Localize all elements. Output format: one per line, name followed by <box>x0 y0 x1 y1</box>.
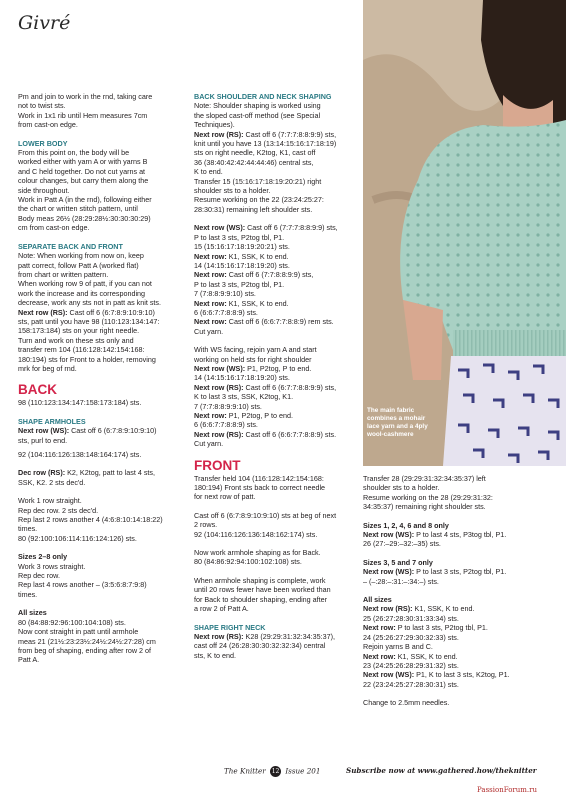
text-line: cm from cast-on edge. <box>18 223 90 233</box>
text-line: 6 (6:6:7:7:8:8:9) sts. <box>194 307 258 317</box>
text-line: Rep dec row. <box>18 571 60 581</box>
text-line: 180:194) Front sts back to correct needle <box>194 483 326 493</box>
text-line: Pm and join to work in the rnd, taking care <box>18 92 153 101</box>
text-line: sts, K to end. <box>194 650 236 660</box>
text-line: SSK, K2. 2 sts dec'd. <box>18 477 86 487</box>
instruction-row <box>194 632 360 641</box>
issue-number: Issue 201 <box>285 766 321 776</box>
row-label: Next row: <box>194 411 227 420</box>
text-line: Resume working on the 28 (29:29:31:32: <box>363 492 493 502</box>
text-line: meas 21 (21½:23:23½:24½:24½:27:28) cm <box>18 636 156 646</box>
text-line: from beg of shaping, ending after row 2 of <box>18 645 152 655</box>
text-line: until 20 rows fewer have been worked than <box>194 585 331 595</box>
sweater-illustration <box>363 0 566 466</box>
instruction-row <box>18 426 190 435</box>
row-label: Next row (WS): <box>363 530 415 540</box>
instruction-row <box>194 252 360 261</box>
instruction-row <box>194 130 360 139</box>
instruction-row <box>18 468 190 477</box>
instruction-row <box>363 567 559 576</box>
text-line: 14 (14:15:16:17:18:19:20) sts. <box>194 260 290 270</box>
text-line: the sloped cast-off method (see Special <box>194 110 321 120</box>
text-line: Transfer held 104 (116:128:142:154:168: <box>194 473 324 483</box>
text-line: Cut yarn. <box>194 326 224 336</box>
text-line: Rejoin yarns B and C. <box>363 642 433 652</box>
instruction-row <box>194 299 360 308</box>
row-label: Next row (WS): <box>194 363 246 373</box>
text-line: Work 1 row straight. <box>18 496 82 506</box>
text-line: Rep last 2 rows another 4 (4:6:8:10:14:18:22) <box>18 515 163 525</box>
row-text: P1, P2tog, P to end. <box>226 411 293 420</box>
text-line: 180:194) sts for Front to a holder, removing <box>18 354 156 364</box>
text-line: When working row 9 of patt, if you can not <box>18 279 152 289</box>
sweater-photo <box>363 0 566 466</box>
text-line: 24 (25:26:27:29:30:32:33) sts. <box>363 632 459 642</box>
instruction-row <box>363 604 559 613</box>
text-line: Techniques). <box>194 120 235 130</box>
text-line: K to last 3 sts, SSK, K2tog, K1. <box>194 392 294 402</box>
magazine-credit <box>224 766 320 777</box>
row-label: Next row (RS): <box>194 382 244 392</box>
watermark: PassionForum.ru <box>477 786 537 794</box>
row-text: Cast off 6 (7:7:7:8:8:9:9) sts, <box>243 129 337 139</box>
text-line: Turn and work on these sts only and <box>18 335 134 345</box>
text-line: Cast off 6 (6:7:8:9:10:9:10) sts at beg of next <box>194 510 337 520</box>
text-line: cast off 24 (26:28:30:30:32:32:34) central <box>194 641 326 651</box>
row-label: Next row (RS): <box>363 604 413 614</box>
text-line: 80 (92:100:106:114:116:124:126) sts. <box>18 533 137 543</box>
row-text: K1, SSK, K to end. <box>226 298 289 308</box>
column-3 <box>363 474 559 708</box>
text-line: decrease, work any sts not in patt as knit sts. <box>18 298 162 308</box>
row-text: K1, SSK, K to end. <box>395 651 458 661</box>
text-line: Rep last 4 rows another – (3:5:6:8:7:9:8) <box>18 580 147 590</box>
text-line: and C held together. Do not cut yarns at <box>18 166 146 176</box>
row-label: Next row (WS): <box>363 670 415 680</box>
text-line: 15 (15:16:17:18:19:20:21) sts. <box>194 242 290 252</box>
text-line: mrk for beg of rnd. <box>18 363 77 373</box>
text-line: 22 (23:24:25:27:28:30:31) sts. <box>363 679 459 689</box>
caption-line: combines a mohair <box>367 415 426 422</box>
instruction-row <box>194 223 360 232</box>
text-line: Body meas 26½ (28:29:28½:30:30:30:29) <box>18 213 151 223</box>
text-line: P to last 3 sts, P2tog tbl, P1. <box>194 232 285 242</box>
text-line: Now work armhole shaping as for Back. <box>194 548 321 558</box>
row-label: Next row: <box>194 317 227 327</box>
text-line: – (–:28:–:31:–:34:–) sts. <box>363 576 439 586</box>
section-heading: LOWER BODY <box>18 138 68 148</box>
photo-caption <box>367 407 439 439</box>
row-label: Next row: <box>194 270 227 280</box>
text-line: sts on right needle, K2tog, K1, cast off <box>194 148 316 158</box>
row-label: Next row (RS): <box>194 429 244 439</box>
instruction-row <box>194 270 360 279</box>
instruction-row <box>363 623 559 632</box>
instruction-row <box>194 430 360 439</box>
instruction-row <box>363 652 559 661</box>
column-1 <box>18 92 190 665</box>
caption-line: wool-cashmere <box>367 431 414 438</box>
row-label: Next row (WS): <box>194 223 246 233</box>
instruction-row <box>194 411 360 420</box>
row-text: Cast off 6 (7:7:8:8:9:9) sts, <box>226 270 314 280</box>
text-line: worked either with yarn A or with yarns B <box>18 157 148 167</box>
row-text: P to last 3 sts, P2tog tbl, P1. <box>395 623 488 633</box>
sizes-heading: Sizes 1, 2, 4, 6 and 8 only <box>363 520 449 530</box>
text-line: working on held sts for right shoulder <box>194 354 312 364</box>
text-line: Work in 1x1 rib until Hem measures 7cm <box>18 110 148 120</box>
row-text: K28 (29:29:31:32:34:35:37), <box>243 631 336 641</box>
text-line: for Back to shoulder shaping, ending after <box>194 594 328 604</box>
text-line: From this point on, the body will be <box>18 148 130 158</box>
row-text: Cast off 6 (6:7:8:9:10:9:10) <box>69 426 157 436</box>
instruction-row <box>18 308 190 317</box>
row-text: Cast off 6 (7:7:7:8:8:9:9) sts, <box>245 223 338 233</box>
magazine-name: The Knitter <box>224 766 266 776</box>
row-text: Cast off 6 (6:7:7:8:8:9:9) sts, <box>243 382 337 392</box>
row-text: Cast off 6 (6:6:7:7:8:8:9) rem sts. <box>226 317 334 327</box>
text-line: Work 3 rows straight. <box>18 561 86 571</box>
instruction-row <box>194 383 360 392</box>
text-line: 6 (6:6:7:7:8:8:9) sts. <box>194 420 258 430</box>
instruction-row <box>194 364 360 373</box>
sizes-heading: All sizes <box>18 608 47 618</box>
text-line: times. <box>18 524 38 534</box>
text-line: times. <box>18 589 38 599</box>
text-line: 7 (7:8:8:9:9:10) sts. <box>194 289 256 299</box>
text-line: 36 (38:40:42:42:44:44:46) central sts, <box>194 157 314 167</box>
text-line: 14 (14:15:16:17:18:19:20) sts. <box>194 373 290 383</box>
subscribe-link[interactable]: Subscribe now at www.gathered.how/theknitter <box>346 766 537 775</box>
text-line: side throughout. <box>18 185 70 195</box>
row-text: P to last 3 sts, P2tog tbl, P1. <box>414 567 507 577</box>
text-line: Rep dec row. 2 sts dec'd. <box>18 505 99 515</box>
text-line: 7 (7:7:8:8:9:9:10) sts. <box>194 401 262 411</box>
row-label: Next row (WS): <box>18 426 70 436</box>
text-line: 25 (26:27:28:30:31:33:34) sts. <box>363 613 459 623</box>
text-line: 26 (27:–29:–32:–35) sts. <box>363 539 441 549</box>
section-heading: BACK SHOULDER AND NECK SHAPING <box>194 92 332 101</box>
text-line: P to last 3 sts, P2tog tbl, P1. <box>194 279 285 289</box>
column-2 <box>194 92 360 660</box>
text-line: from cast-on edge. <box>18 120 78 130</box>
text-line: Note: Shoulder shaping is worked using <box>194 101 321 111</box>
text-line: a row 2 of Patt A. <box>194 604 249 614</box>
row-label: Next row (RS): <box>18 307 68 317</box>
row-text: K1, SSK, K to end. <box>226 251 289 261</box>
text-line: the chart or written stitch pattern, until <box>18 204 138 214</box>
text-line: K to end. <box>194 167 223 177</box>
text-line: shoulder sts to a holder. <box>363 483 440 493</box>
text-line: Patt A. <box>18 655 40 665</box>
sizes-heading: Sizes 2–8 only <box>18 552 68 562</box>
text-line: Cut yarn. <box>194 439 224 449</box>
text-line: for next row of patt. <box>194 492 256 502</box>
text-line: sts, patt until you have 98 (110:123:134:147: <box>18 316 160 326</box>
text-line: Work in Patt A (in the rnd), following either <box>18 195 152 205</box>
section-heading: SHAPE ARMHOLES <box>18 416 86 426</box>
text-line: Resume working on the 22 (23:24:25:27: <box>194 195 324 205</box>
text-line: shoulder sts to a holder. <box>194 186 271 196</box>
text-line: from chart or written pattern. <box>18 269 109 279</box>
row-text: P1, P2tog, P to end. <box>245 363 312 373</box>
text-line: 2 rows. <box>194 520 218 530</box>
text-line: colour changes, but carry them along the <box>18 176 149 186</box>
instruction-row <box>363 530 559 539</box>
row-text: Cast off 6 (6:7:8:9:10:9:10) <box>67 307 155 317</box>
text-line: transfer rem 104 (116:128:142:154:168: <box>18 345 145 355</box>
text-line: patt correct, follow Patt A (worked flat) <box>18 260 139 270</box>
text-line: sts, purl to end. <box>18 435 68 445</box>
text-line: Change to 2.5mm needles. <box>363 698 450 708</box>
text-line: 80 (84:86:92:94:100:102:108) sts. <box>194 557 302 567</box>
text-line: 28:30:31) remaining left shoulder sts. <box>194 204 313 214</box>
sizes-heading: All sizes <box>363 595 392 605</box>
text-line: knit until you have 13 (13:14:15:16:17:18:19) <box>194 139 337 149</box>
caption-line: lace yarn and a 4ply <box>367 423 428 430</box>
text-line: Now cont straight in patt until armhole <box>18 627 139 637</box>
row-text: P to last 4 sts, P3tog tbl, P1. <box>414 530 507 540</box>
section-heading: SEPARATE BACK AND FRONT <box>18 241 123 251</box>
text-line: Transfer 15 (15:16:17:18:19:20:21) right <box>194 176 322 186</box>
row-label: Next row: <box>363 623 396 633</box>
row-label: Next row (RS): <box>194 129 244 139</box>
row-text: P1, K to last 3 sts, K2tog, P1. <box>414 670 510 680</box>
row-text: Cast off 6 (6:6:7:7:8:8:9) sts. <box>243 429 337 439</box>
text-line: 80 (84:88:92:96:100:104:108) sts. <box>18 617 126 627</box>
row-text: K2, K2tog, patt to last 4 sts, <box>65 468 156 478</box>
row-label: Next row (WS): <box>363 567 415 577</box>
instruction-row <box>363 670 559 679</box>
page-number: 12 <box>271 768 280 775</box>
text-line: 34:35:37) remaining right shoulder sts. <box>363 502 486 512</box>
caption-line: The main fabric <box>367 407 415 414</box>
row-label: Next row: <box>194 251 227 261</box>
brand-title: Givré <box>18 12 71 34</box>
text-line: When armhole shaping is complete, work <box>194 575 326 585</box>
text-line: not to twist sts. <box>18 101 66 111</box>
text-line: 92 (104:116:126:136:148:162:174) sts. <box>194 529 318 539</box>
row-label: Next row (RS): <box>194 631 244 641</box>
text-line: 98 (110:123:134:147:158:173:184) sts. <box>18 398 142 408</box>
text-line: 158:173:184) sts on your right needle. <box>18 326 140 336</box>
row-text: K1, SSK, K to end. <box>412 604 475 614</box>
text-line: 92 (104:116:126:138:148:164:174) sts. <box>18 450 142 459</box>
text-line: Transfer 28 (29:29:31:32:34:35:37) left <box>363 474 486 483</box>
row-label: Dec row (RS): <box>18 468 66 478</box>
text-line: With WS facing, rejoin yarn A and start <box>194 345 317 355</box>
instruction-row <box>194 317 360 326</box>
text-line: Note: When working from now on, keep <box>18 251 144 261</box>
row-label: Next row: <box>194 298 227 308</box>
front-heading: FRONT <box>194 457 241 473</box>
back-heading: BACK <box>18 382 57 398</box>
text-line: work the increase and its corresponding <box>18 288 146 298</box>
text-line: 23 (24:25:26:28:29:31:32) sts. <box>363 660 459 670</box>
section-heading: SHAPE RIGHT NECK <box>194 622 266 632</box>
sizes-heading: Sizes 3, 5 and 7 only <box>363 557 433 567</box>
row-label: Next row: <box>363 651 396 661</box>
